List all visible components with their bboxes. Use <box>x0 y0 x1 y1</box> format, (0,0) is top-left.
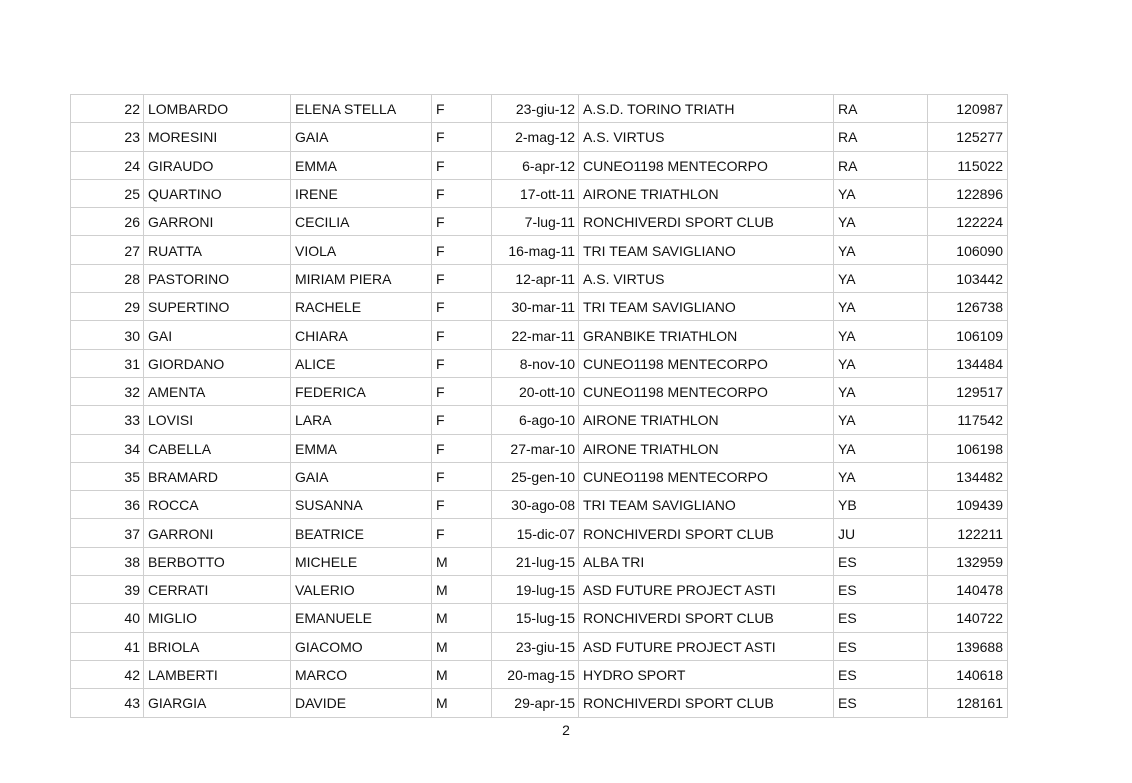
surname-cell: LOVISI <box>144 406 291 434</box>
table-row <box>71 632 1008 660</box>
row-number-cell: 29 <box>71 293 144 321</box>
surname-cell: LOMBARDO <box>144 95 291 123</box>
first-name-cell: EMMA <box>291 151 432 179</box>
birth-date-cell: 30-ago-08 <box>492 491 579 519</box>
club-cell: ALBA TRI <box>579 547 834 575</box>
category-cell: ES <box>834 604 928 632</box>
category-cell: ES <box>834 660 928 688</box>
sex-cell: F <box>432 321 492 349</box>
athlete-table <box>70 94 1008 718</box>
card-number-cell: 129517 <box>928 377 1008 405</box>
sex-cell: F <box>432 406 492 434</box>
club-cell: A.S. VIRTUS <box>579 123 834 151</box>
table-row <box>71 547 1008 575</box>
card-number-cell: 128161 <box>928 689 1008 717</box>
birth-date-cell: 12-apr-11 <box>492 264 579 292</box>
row-number-cell: 26 <box>71 208 144 236</box>
category-cell: ES <box>834 632 928 660</box>
birth-date-cell: 20-mag-15 <box>492 660 579 688</box>
surname-cell: PASTORINO <box>144 264 291 292</box>
sex-cell: F <box>432 462 492 490</box>
category-cell: YA <box>834 462 928 490</box>
club-cell: HYDRO SPORT <box>579 660 834 688</box>
birth-date-cell: 29-apr-15 <box>492 689 579 717</box>
surname-cell: GIRAUDO <box>144 151 291 179</box>
card-number-cell: 109439 <box>928 491 1008 519</box>
table-row <box>71 349 1008 377</box>
surname-cell: BRIOLA <box>144 632 291 660</box>
sex-cell: F <box>432 519 492 547</box>
club-cell: CUNEO1198 MENTECORPO <box>579 462 834 490</box>
category-cell: YA <box>834 434 928 462</box>
card-number-cell: 134484 <box>928 349 1008 377</box>
first-name-cell: SUSANNA <box>291 491 432 519</box>
card-number-cell: 139688 <box>928 632 1008 660</box>
category-cell: ES <box>834 547 928 575</box>
card-number-cell: 126738 <box>928 293 1008 321</box>
birth-date-cell: 25-gen-10 <box>492 462 579 490</box>
row-number-cell: 41 <box>71 632 144 660</box>
club-cell: TRI TEAM SAVIGLIANO <box>579 236 834 264</box>
card-number-cell: 106198 <box>928 434 1008 462</box>
row-number-cell: 23 <box>71 123 144 151</box>
category-cell: ES <box>834 576 928 604</box>
sex-cell: M <box>432 689 492 717</box>
club-cell: CUNEO1198 MENTECORPO <box>579 151 834 179</box>
birth-date-cell: 15-dic-07 <box>492 519 579 547</box>
card-number-cell: 115022 <box>928 151 1008 179</box>
club-cell: RONCHIVERDI SPORT CLUB <box>579 689 834 717</box>
surname-cell: LAMBERTI <box>144 660 291 688</box>
category-cell: YA <box>834 406 928 434</box>
first-name-cell: VALERIO <box>291 576 432 604</box>
first-name-cell: ELENA STELLA <box>291 95 432 123</box>
birth-date-cell: 15-lug-15 <box>492 604 579 632</box>
first-name-cell: FEDERICA <box>291 377 432 405</box>
table-row <box>71 462 1008 490</box>
table-row <box>71 179 1008 207</box>
sex-cell: M <box>432 632 492 660</box>
club-cell: RONCHIVERDI SPORT CLUB <box>579 208 834 236</box>
first-name-cell: ALICE <box>291 349 432 377</box>
category-cell: JU <box>834 519 928 547</box>
card-number-cell: 140722 <box>928 604 1008 632</box>
sex-cell: F <box>432 293 492 321</box>
row-number-cell: 33 <box>71 406 144 434</box>
category-cell: YA <box>834 208 928 236</box>
club-cell: TRI TEAM SAVIGLIANO <box>579 491 834 519</box>
first-name-cell: GAIA <box>291 462 432 490</box>
row-number-cell: 43 <box>71 689 144 717</box>
card-number-cell: 106090 <box>928 236 1008 264</box>
first-name-cell: VIOLA <box>291 236 432 264</box>
birth-date-cell: 17-ott-11 <box>492 179 579 207</box>
table-row <box>71 604 1008 632</box>
surname-cell: CABELLA <box>144 434 291 462</box>
category-cell: RA <box>834 95 928 123</box>
surname-cell: CERRATI <box>144 576 291 604</box>
first-name-cell: CECILIA <box>291 208 432 236</box>
row-number-cell: 27 <box>71 236 144 264</box>
birth-date-cell: 20-ott-10 <box>492 377 579 405</box>
table-row <box>71 123 1008 151</box>
card-number-cell: 103442 <box>928 264 1008 292</box>
surname-cell: BERBOTTO <box>144 547 291 575</box>
card-number-cell: 122211 <box>928 519 1008 547</box>
row-number-cell: 22 <box>71 95 144 123</box>
first-name-cell: EMMA <box>291 434 432 462</box>
sex-cell: F <box>432 491 492 519</box>
row-number-cell: 35 <box>71 462 144 490</box>
row-number-cell: 38 <box>71 547 144 575</box>
category-cell: YA <box>834 236 928 264</box>
row-number-cell: 24 <box>71 151 144 179</box>
first-name-cell: RACHELE <box>291 293 432 321</box>
first-name-cell: GAIA <box>291 123 432 151</box>
birth-date-cell: 6-ago-10 <box>492 406 579 434</box>
surname-cell: MIGLIO <box>144 604 291 632</box>
surname-cell: GARRONI <box>144 208 291 236</box>
category-cell: YA <box>834 321 928 349</box>
birth-date-cell: 30-mar-11 <box>492 293 579 321</box>
birth-date-cell: 23-giu-15 <box>492 632 579 660</box>
club-cell: A.S. VIRTUS <box>579 264 834 292</box>
table-row <box>71 689 1008 717</box>
card-number-cell: 125277 <box>928 123 1008 151</box>
club-cell: ASD FUTURE PROJECT ASTI <box>579 576 834 604</box>
category-cell: YA <box>834 377 928 405</box>
table-row <box>71 293 1008 321</box>
surname-cell: GAI <box>144 321 291 349</box>
card-number-cell: 106109 <box>928 321 1008 349</box>
table-row <box>71 660 1008 688</box>
sex-cell: F <box>432 349 492 377</box>
birth-date-cell: 22-mar-11 <box>492 321 579 349</box>
club-cell: TRI TEAM SAVIGLIANO <box>579 293 834 321</box>
row-number-cell: 30 <box>71 321 144 349</box>
sex-cell: F <box>432 208 492 236</box>
birth-date-cell: 23-giu-12 <box>492 95 579 123</box>
sex-cell: M <box>432 547 492 575</box>
card-number-cell: 122224 <box>928 208 1008 236</box>
first-name-cell: MICHELE <box>291 547 432 575</box>
table-row <box>71 377 1008 405</box>
card-number-cell: 140618 <box>928 660 1008 688</box>
table-row <box>71 151 1008 179</box>
surname-cell: RUATTA <box>144 236 291 264</box>
surname-cell: MORESINI <box>144 123 291 151</box>
first-name-cell: CHIARA <box>291 321 432 349</box>
surname-cell: SUPERTINO <box>144 293 291 321</box>
row-number-cell: 25 <box>71 179 144 207</box>
club-cell: AIRONE TRIATHLON <box>579 406 834 434</box>
table-row <box>71 519 1008 547</box>
sex-cell: F <box>432 264 492 292</box>
row-number-cell: 42 <box>71 660 144 688</box>
birth-date-cell: 27-mar-10 <box>492 434 579 462</box>
table-row <box>71 208 1008 236</box>
card-number-cell: 117542 <box>928 406 1008 434</box>
card-number-cell: 122896 <box>928 179 1008 207</box>
sex-cell: F <box>432 179 492 207</box>
surname-cell: GIARGIA <box>144 689 291 717</box>
first-name-cell: EMANUELE <box>291 604 432 632</box>
table-row <box>71 95 1008 123</box>
row-number-cell: 34 <box>71 434 144 462</box>
row-number-cell: 40 <box>71 604 144 632</box>
category-cell: RA <box>834 151 928 179</box>
category-cell: YA <box>834 264 928 292</box>
club-cell: A.S.D. TORINO TRIATH <box>579 95 834 123</box>
surname-cell: GIORDANO <box>144 349 291 377</box>
first-name-cell: MARCO <box>291 660 432 688</box>
club-cell: CUNEO1198 MENTECORPO <box>579 349 834 377</box>
row-number-cell: 32 <box>71 377 144 405</box>
first-name-cell: IRENE <box>291 179 432 207</box>
sex-cell: F <box>432 434 492 462</box>
club-cell: RONCHIVERDI SPORT CLUB <box>579 519 834 547</box>
surname-cell: AMENTA <box>144 377 291 405</box>
birth-date-cell: 19-lug-15 <box>492 576 579 604</box>
birth-date-cell: 2-mag-12 <box>492 123 579 151</box>
category-cell: YB <box>834 491 928 519</box>
category-cell: ES <box>834 689 928 717</box>
birth-date-cell: 6-apr-12 <box>492 151 579 179</box>
table-row <box>71 491 1008 519</box>
row-number-cell: 39 <box>71 576 144 604</box>
sex-cell: M <box>432 660 492 688</box>
sex-cell: F <box>432 151 492 179</box>
birth-date-cell: 16-mag-11 <box>492 236 579 264</box>
surname-cell: BRAMARD <box>144 462 291 490</box>
card-number-cell: 132959 <box>928 547 1008 575</box>
club-cell: RONCHIVERDI SPORT CLUB <box>579 604 834 632</box>
surname-cell: QUARTINO <box>144 179 291 207</box>
first-name-cell: MIRIAM PIERA <box>291 264 432 292</box>
table-row <box>71 264 1008 292</box>
category-cell: YA <box>834 293 928 321</box>
category-cell: RA <box>834 123 928 151</box>
sex-cell: F <box>432 123 492 151</box>
table-row <box>71 406 1008 434</box>
club-cell: AIRONE TRIATHLON <box>579 434 834 462</box>
sex-cell: M <box>432 576 492 604</box>
card-number-cell: 140478 <box>928 576 1008 604</box>
club-cell: GRANBIKE TRIATHLON <box>579 321 834 349</box>
category-cell: YA <box>834 179 928 207</box>
sex-cell: F <box>432 95 492 123</box>
row-number-cell: 31 <box>71 349 144 377</box>
sex-cell: F <box>432 236 492 264</box>
row-number-cell: 28 <box>71 264 144 292</box>
page-number: 2 <box>562 722 570 738</box>
club-cell: CUNEO1198 MENTECORPO <box>579 377 834 405</box>
table-body <box>71 95 1008 718</box>
table-row <box>71 236 1008 264</box>
birth-date-cell: 7-lug-11 <box>492 208 579 236</box>
first-name-cell: BEATRICE <box>291 519 432 547</box>
row-number-cell: 36 <box>71 491 144 519</box>
birth-date-cell: 21-lug-15 <box>492 547 579 575</box>
sex-cell: F <box>432 377 492 405</box>
first-name-cell: DAVIDE <box>291 689 432 717</box>
first-name-cell: GIACOMO <box>291 632 432 660</box>
club-cell: ASD FUTURE PROJECT ASTI <box>579 632 834 660</box>
table-row <box>71 434 1008 462</box>
table-row <box>71 321 1008 349</box>
club-cell: AIRONE TRIATHLON <box>579 179 834 207</box>
first-name-cell: LARA <box>291 406 432 434</box>
birth-date-cell: 8-nov-10 <box>492 349 579 377</box>
card-number-cell: 134482 <box>928 462 1008 490</box>
card-number-cell: 120987 <box>928 95 1008 123</box>
table-row <box>71 576 1008 604</box>
sex-cell: M <box>432 604 492 632</box>
row-number-cell: 37 <box>71 519 144 547</box>
category-cell: YA <box>834 349 928 377</box>
surname-cell: GARRONI <box>144 519 291 547</box>
surname-cell: ROCCA <box>144 491 291 519</box>
